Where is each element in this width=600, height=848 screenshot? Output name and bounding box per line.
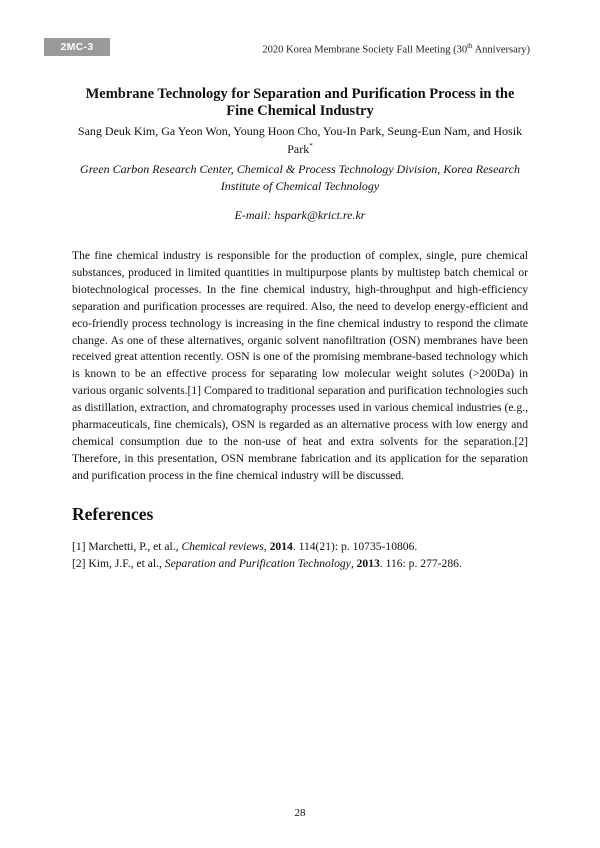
reference-journal: Chemical reviews	[181, 540, 264, 553]
page-number: 28	[294, 807, 306, 819]
reference-year: 2013	[356, 557, 380, 570]
session-badge: 2MC-3	[44, 38, 110, 56]
paper-title: Membrane Technology for Separation and Purification Process in the Fine Chemical Industry	[85, 86, 515, 119]
reference-separator: ,	[263, 540, 270, 553]
reference-details: . 116: p. 277-286.	[379, 557, 462, 570]
reference-details: . 114(21): p. 10735-10806.	[292, 540, 418, 553]
authors-text: Sang Deuk Kim, Ga Yeon Won, Young Hoon Cho, You-In Park, Seung-Eun Nam, and Hosik Park	[77, 124, 523, 156]
corresponding-author-mark: *	[309, 142, 313, 150]
reference-item	[72, 538, 528, 555]
reference-separator: ,	[350, 557, 357, 570]
conference-anniversary: Anniversary)	[472, 44, 530, 56]
author-list	[72, 124, 528, 157]
contact-email: E-mail: hspark@krict.re.kr	[234, 208, 366, 222]
reference-year: 2014	[269, 540, 293, 553]
abstract-body: The fine chemical industry is responsible for the production of complex, single, pure chemical substances, produced in limited quantities in multipurpose plants by multistep batch chemical or biotechnological processes. In the fine chemical industry, high-throughput and high-efficiency separation and purification processes are required. Also, the need to develop energy-efficient and eco-friendly process technology is increasing in the fine chemical industry to respond the climate change. As one of these alternatives, organic solvent nanofiltration (OSN) membranes have been received great attention recently. OSN is one of the promising membrane-based technology which is known to be an effective process for separating low molecular weight solutes (>200Da) in various organic solvents.[1] Compared to traditional separation and purification technologies such as distillation, extraction, and chromatography processes used in various chemical industries (e.g., pharmaceuticals, fine chemicals), OSN is regarded as an alternative process with low energy and chemical consumption due to the non-use of heat and extra solvents for the separation.[2] Therefore, in this presentation, OSN membrane fabrication and its application for the separation and purification process in the fine chemical industry will be discussed.	[72, 249, 528, 482]
affiliation: Green Carbon Research Center, Chemical & Process Technology Division, Korea Research Institute of Chemical Technology	[80, 162, 520, 193]
reference-journal: Separation and Purification Technology	[164, 557, 351, 570]
conference-header	[262, 42, 530, 56]
reference-authors: [2] Kim, J.F., et al.,	[72, 557, 165, 570]
references-heading: References	[72, 504, 154, 524]
reference-list	[72, 538, 528, 572]
reference-item	[72, 555, 528, 572]
conference-name: 2020 Korea Membrane Society Fall Meeting (30	[262, 44, 468, 56]
reference-authors: [1] Marchetti, P., et al.,	[72, 540, 182, 553]
conference-ordinal: th	[467, 42, 473, 50]
